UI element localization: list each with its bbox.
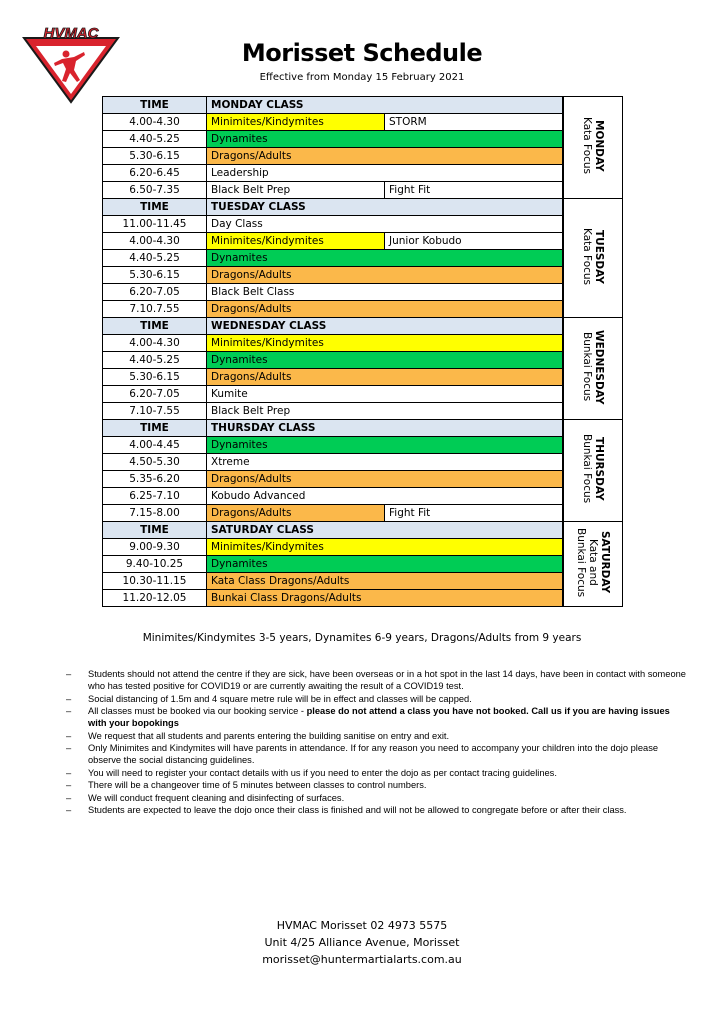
class-row (103, 573, 623, 590)
class-name: Dragons/Adults (207, 148, 563, 165)
day-class-header: SATURDAY CLASS (207, 522, 563, 539)
day-header-row (103, 199, 623, 216)
class-name-secondary: STORM (385, 114, 563, 131)
day-name: TUESDAY (592, 229, 605, 284)
class-row (103, 165, 623, 182)
focus-name: Bunkai Focus (580, 332, 593, 402)
day-name: WEDNESDAY (592, 329, 605, 405)
class-row (103, 454, 623, 471)
focus-name: Kata Focus (580, 117, 593, 175)
day-focus-label (563, 318, 623, 420)
age-legend: Minimites/Kindymites 3-5 years, Dynamites 6-9 years, Dragons/Adults from 9 years (142, 632, 582, 644)
class-time: 6.20-6.45 (103, 165, 207, 182)
class-row (103, 403, 623, 420)
class-time: 4.00-4.45 (103, 437, 207, 454)
note-item (66, 742, 686, 766)
class-name-secondary: Fight Fit (385, 182, 563, 199)
focus-name: Kata and (586, 539, 599, 586)
day-focus-label (563, 522, 623, 607)
note-item (66, 705, 686, 729)
note-item (66, 792, 686, 804)
day-focus-text (581, 228, 605, 285)
time-header: TIME (103, 97, 207, 114)
notes-list (66, 668, 686, 817)
class-name: Dragons/Adults (207, 267, 563, 284)
class-name: Minimites/Kindymites (207, 539, 563, 556)
day-focus-label (563, 199, 623, 318)
footer-phone: HVMAC Morisset 02 4973 5575 (276, 919, 448, 932)
note-text: You will need to register your contact details with us if you need to enter the dojo as per contact tracing guidelines. (88, 767, 557, 778)
time-header: TIME (103, 199, 207, 216)
note-item (66, 730, 686, 742)
note-text: Students should not attend the centre if they are sick, have been overseas or in a hot spot in the last 14 days, have been in contact with someone who has tested positive for COVID19 or are currently awaiting the result of a COVID19 test. (88, 669, 686, 691)
class-row (103, 114, 623, 131)
note-text: Social distancing of 1.5m and 4 square metre rule will be in effect and classes will be capped. (88, 693, 472, 704)
day-focus-text (581, 330, 605, 404)
class-time: 11.20-12.05 (103, 590, 207, 607)
note-text: All classes must be booked via our booking service - (88, 706, 307, 716)
class-time: 6.50-7.35 (103, 182, 207, 199)
class-row (103, 131, 623, 148)
class-row (103, 335, 623, 352)
class-name: Xtreme (207, 454, 563, 471)
day-name: SATURDAY (598, 531, 611, 594)
class-row (103, 437, 623, 454)
footer-email: morisset@huntermartialarts.com.au (262, 953, 462, 966)
day-class-header: TUESDAY CLASS (207, 199, 563, 216)
schedule-table (102, 96, 623, 607)
time-header: TIME (103, 420, 207, 437)
class-time: 4.00-4.30 (103, 114, 207, 131)
note-emphasis: please do not attend a class you have not booked. Call us if you are having issues with your bopokings (88, 706, 670, 728)
class-name-secondary: Junior Kobudo (385, 233, 563, 250)
note-text: Only Minimites and Kindymites will have parents in attendance. If for any reason you need to accompany your children into the dojo please observe the social distancing guidelines. (88, 743, 659, 765)
class-name: Kata Class Dragons/Adults (207, 573, 563, 590)
page-subtitle: Effective from Monday 15 February 2021 (259, 72, 465, 83)
class-name: Leadership (207, 165, 563, 182)
class-name: Minimites/Kindymites (207, 335, 563, 352)
class-name: Dragons/Adults (207, 369, 563, 386)
class-row (103, 250, 623, 267)
class-row (103, 369, 623, 386)
focus-name: Bunkai Focus (580, 434, 593, 504)
time-header: TIME (103, 522, 207, 539)
page-title: Morisset Schedule (241, 39, 483, 67)
class-name: Dragons/Adults (207, 505, 385, 522)
focus-name: Bunkai Focus (574, 527, 587, 598)
class-row (103, 386, 623, 403)
class-time: 7.10-7.55 (103, 403, 207, 420)
day-name: MONDAY (592, 120, 605, 172)
note-item (66, 767, 686, 779)
class-time: 4.50-5.30 (103, 454, 207, 471)
class-name: Black Belt Class (207, 284, 563, 301)
note-text: Students are expected to leave the dojo once their class is finished and will not be allowed to congregate before or after their class. (88, 805, 627, 815)
class-time: 4.40-5.25 (103, 352, 207, 369)
day-header-row (103, 318, 623, 335)
class-row (103, 216, 623, 233)
class-row (103, 471, 623, 488)
class-name: Kumite (207, 386, 563, 403)
class-row (103, 590, 623, 607)
note-text: There will be a changeover time of 5 minutes between classes to control numbers. (88, 780, 427, 790)
class-name: Dynamites (207, 131, 563, 148)
class-name: Dragons/Adults (207, 471, 563, 488)
note-item (66, 779, 686, 791)
class-time: 9.40-10.25 (103, 556, 207, 573)
day-focus-text (581, 434, 605, 503)
class-row (103, 182, 623, 199)
class-time: 10.30-11.15 (103, 573, 207, 590)
class-row (103, 505, 623, 522)
class-time: 4.40-5.25 (103, 250, 207, 267)
class-name: Dynamites (207, 437, 563, 454)
class-row (103, 488, 623, 505)
day-class-header: MONDAY CLASS (207, 97, 563, 114)
day-header-row (103, 420, 623, 437)
day-header-row (103, 522, 623, 539)
day-name: THURSDAY (592, 437, 605, 501)
class-row (103, 148, 623, 165)
day-class-header: WEDNESDAY CLASS (207, 318, 563, 335)
time-header: TIME (103, 318, 207, 335)
day-class-header: THURSDAY CLASS (207, 420, 563, 437)
class-time: 5.35-6.20 (103, 471, 207, 488)
class-row (103, 301, 623, 318)
class-name: Dynamites (207, 352, 563, 369)
class-time: 4.40-5.25 (103, 131, 207, 148)
class-row (103, 539, 623, 556)
class-row (103, 556, 623, 573)
class-time: 9.00-9.30 (103, 539, 207, 556)
class-time: 5.30-6.15 (103, 267, 207, 284)
class-name: Minimites/Kindymites (207, 233, 385, 250)
class-time: 4.00-4.30 (103, 335, 207, 352)
day-focus-text (581, 117, 605, 174)
class-row (103, 352, 623, 369)
class-row (103, 284, 623, 301)
class-time: 6.25-7.10 (103, 488, 207, 505)
class-name-secondary: Fight Fit (385, 505, 563, 522)
logo-text: HVMAC (43, 25, 99, 42)
class-time: 11.00-11.45 (103, 216, 207, 233)
class-row (103, 233, 623, 250)
class-time: 5.30-6.15 (103, 148, 207, 165)
class-time: 7.15-8.00 (103, 505, 207, 522)
footer-address: Unit 4/25 Alliance Avenue, Morisset (264, 936, 460, 949)
focus-name: Kata Focus (580, 227, 593, 285)
day-focus-text (575, 528, 611, 597)
class-time: 7.10.7.55 (103, 301, 207, 318)
class-name: Day Class (207, 216, 563, 233)
class-time: 6.20-7.05 (103, 284, 207, 301)
class-time: 5.30-6.15 (103, 369, 207, 386)
class-name: Minimites/Kindymites (207, 114, 385, 131)
class-name: Dynamites (207, 556, 563, 573)
class-name: Black Belt Prep (207, 182, 385, 199)
note-text: We will conduct frequent cleaning and disinfecting of surfaces. (88, 792, 345, 803)
note-item (66, 804, 686, 816)
class-time: 4.00-4.30 (103, 233, 207, 250)
note-item (66, 668, 686, 692)
class-name: Dragons/Adults (207, 301, 563, 318)
day-focus-label (563, 420, 623, 522)
class-name: Kobudo Advanced (207, 488, 563, 505)
note-text: We request that all students and parents entering the building sanitise on entry and exit. (88, 730, 450, 741)
footer-contact (0, 917, 724, 968)
class-row (103, 267, 623, 284)
note-item (66, 693, 686, 705)
day-focus-label (563, 97, 623, 199)
class-name: Dynamites (207, 250, 563, 267)
class-time: 6.20-7.05 (103, 386, 207, 403)
class-name: Black Belt Prep (207, 403, 563, 420)
class-name: Bunkai Class Dragons/Adults (207, 590, 563, 607)
day-header-row (103, 97, 623, 114)
